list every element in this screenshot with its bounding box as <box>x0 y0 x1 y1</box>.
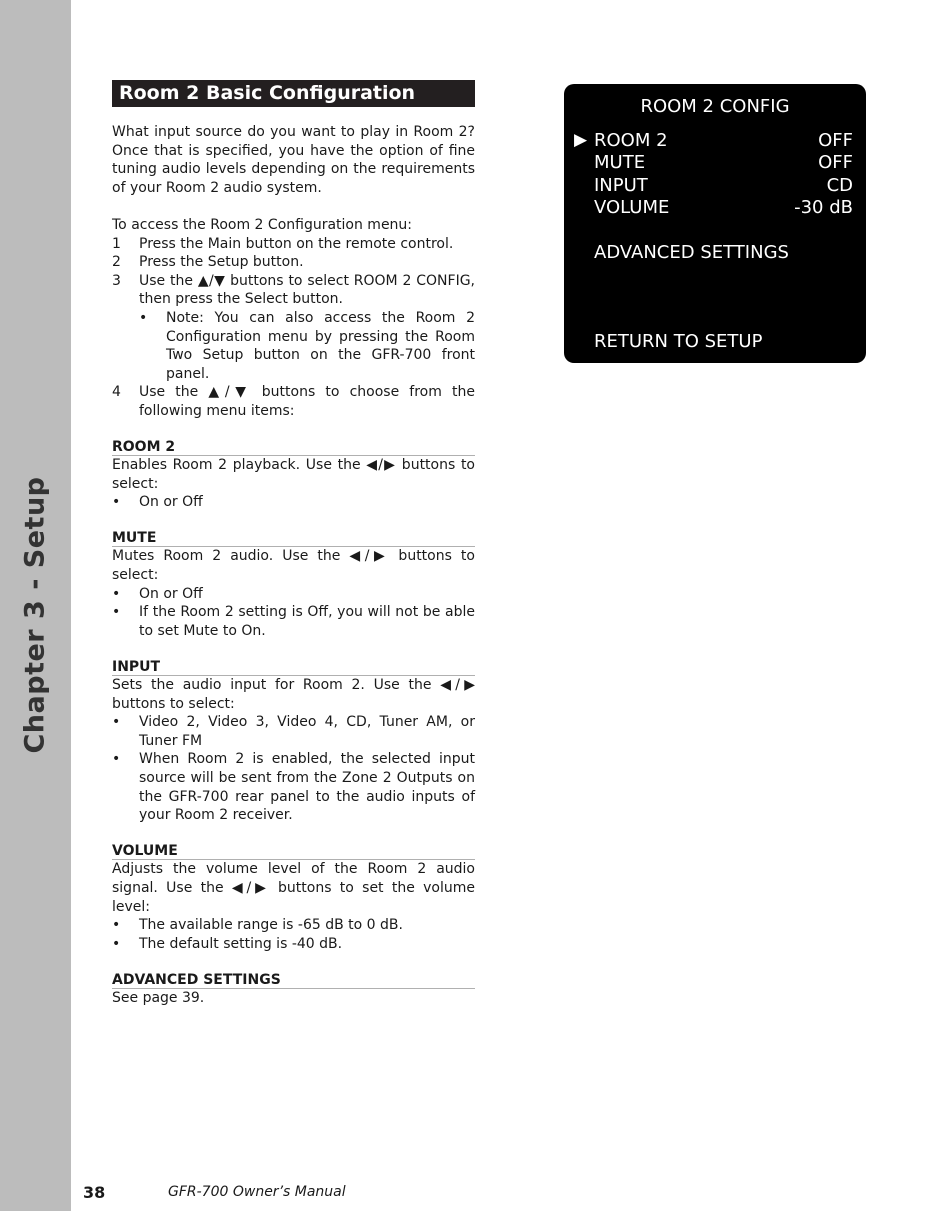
osd-row-value: CD <box>826 175 853 196</box>
step-text: Use the ▲/▼ buttons to select ROOM 2 CONFIG, then press the Select button. <box>139 272 475 308</box>
bullet-item <box>112 603 475 640</box>
item-desc: Sets the audio input for Room 2. Use the ◀/▶ buttons to select: <box>112 677 475 712</box>
bullet-dot: • <box>112 935 121 952</box>
step-number: 3 <box>112 272 121 289</box>
bullet-text: The available range is -65 dB to 0 dB. <box>139 917 403 934</box>
item-desc: Mutes Room 2 audio. Use the ◀/▶ buttons to select: <box>112 548 475 584</box>
bullet-dot: • <box>112 751 121 768</box>
item-heading-advanced: ADVANCED SETTINGS <box>112 972 475 989</box>
item-desc: See page 39. <box>112 989 205 1006</box>
bullet-item <box>112 493 475 512</box>
bullet-item <box>112 713 475 750</box>
bullet-dot: • <box>112 494 121 511</box>
item-heading-room2: ROOM 2 <box>112 439 475 456</box>
bullet-item <box>112 750 475 824</box>
bullet-item <box>112 916 475 935</box>
step-text: Use the ▲/▼ buttons to choose from the following menu items: <box>139 384 475 419</box>
bullet-dot: • <box>112 917 121 934</box>
page-number: 38 <box>83 1183 106 1202</box>
bullet-text: The default setting is -40 dB. <box>139 935 343 952</box>
bullet-item <box>112 935 475 954</box>
section-title: Room 2 Basic Configuration <box>112 80 475 107</box>
osd-row-value: OFF <box>818 130 853 151</box>
bullet-dot: • <box>112 714 121 731</box>
chapter-label: Chapter 3 - Setup <box>19 476 51 754</box>
bullet-text: On or Off <box>139 585 203 602</box>
step-number: 2 <box>112 254 121 271</box>
osd-row-label: ROOM 2 <box>594 130 668 151</box>
osd-title: ROOM 2 CONFIG <box>640 96 790 117</box>
bullet-text: If the Room 2 setting is Off, you will not be able to set Mute to On. <box>139 604 475 639</box>
step-item <box>112 253 475 272</box>
osd-row-label: MUTE <box>594 152 646 173</box>
item-heading-input: INPUT <box>112 659 475 676</box>
item-desc: Enables Room 2 playback. Use the ◀/▶ buttons to select: <box>112 457 475 492</box>
osd-row-label: INPUT <box>594 175 648 196</box>
bullet-dot: • <box>112 585 121 602</box>
bullet-dot: • <box>112 604 121 621</box>
access-lead: To access the Room 2 Configuration menu: <box>112 216 413 233</box>
bullet-item <box>112 585 475 604</box>
manual-title: GFR-700 Owner’s Manual <box>168 1184 346 1200</box>
step-number: 1 <box>112 235 121 252</box>
step-text: Press the Setup button. <box>139 254 304 271</box>
osd-row-value: OFF <box>818 152 853 173</box>
osd-row-label: VOLUME <box>594 197 670 218</box>
bullet-text: Video 2, Video 3, Video 4, CD, Tuner AM, or Tuner FM <box>139 714 475 749</box>
step-note <box>112 309 475 383</box>
osd-row-value: -30 dB <box>794 197 853 218</box>
osd-row-label: RETURN TO SETUP <box>594 331 763 352</box>
note-text: Note: You can also access the Room 2 Configuration menu by pressing the Room Two Setup button on the GFR-700 front panel. <box>166 309 475 382</box>
selection-cursor-icon: ▶ <box>574 130 588 150</box>
item-heading-mute: MUTE <box>112 530 475 547</box>
chapter-sidebar <box>0 0 71 1211</box>
step-item <box>112 272 475 309</box>
bullet-dot: • <box>139 309 148 326</box>
step-item <box>112 383 475 420</box>
main-content <box>112 80 475 1008</box>
bullet-text: On or Off <box>139 494 203 511</box>
item-heading-volume: VOLUME <box>112 843 475 860</box>
item-desc: Adjusts the volume level of the Room 2 audio signal. Use the ◀/▶ buttons to set the volume level: <box>112 861 475 915</box>
step-item <box>112 235 475 254</box>
step-number: 4 <box>112 384 121 401</box>
bullet-text: When Room 2 is enabled, the selected input source will be sent from the Zone 2 Outputs on the GFR-700 rear panel to the audio inputs of your Room 2 receiver. <box>139 751 475 824</box>
osd-menu-screen <box>564 84 866 363</box>
step-text: Press the Main button on the remote control. <box>139 235 454 252</box>
osd-row-label: ADVANCED SETTINGS <box>594 242 789 263</box>
intro-paragraph: What input source do you want to play in Room 2? Once that is specified, you have the option of fine tuning audio levels depending on the requirements of your Room 2 audio system. <box>112 124 475 196</box>
